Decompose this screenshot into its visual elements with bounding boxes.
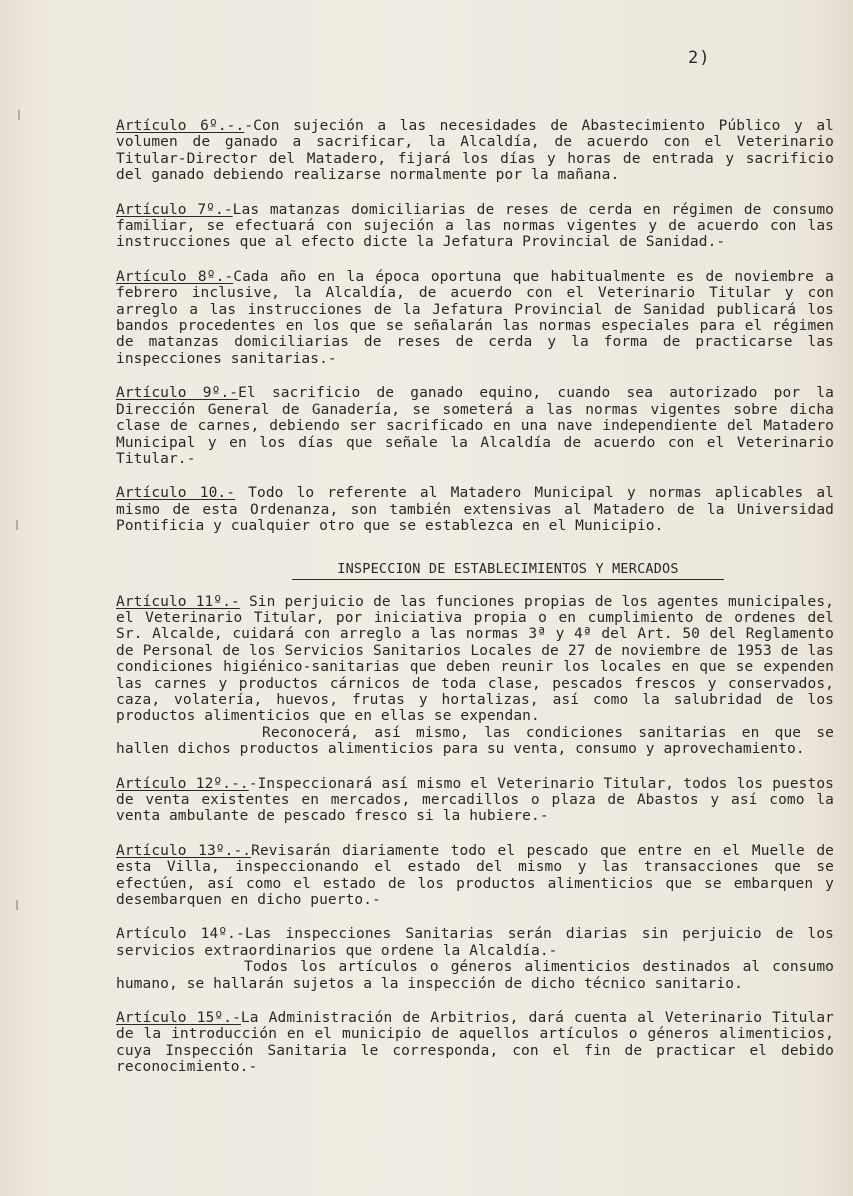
article-15 [116,1010,834,1076]
article-heading: Artículo 11º.- [116,593,240,610]
article-text: Sin perjuicio de las funciones propias de los agentes municipales, el Veterinario Titular, por iniciativa propia o en cumplimiento de ordenes del Sr. Alcalde, cuidará con arreglo a las normas 3ª y 4ª del Art. 50 del Reglamento de Personal de los Servicios Sanitarios Locales de 27 de noviembre de 1953 de las condiciones higiénico-sanitarias que deben reunir los locales en que se expenden las carnes y productos cárnicos de toda clase, pescados frescos y conservados, caza, volatería, huevos, frutas y hortalizas, así como la salubridad de los productos alimenticios que en ellas se expendan. [116,593,834,725]
article-text-continued: Todos los artículos o géneros alimenticios destinados al consumo humano, se hallarán sujetos a la inspección de dicho técnico sanitario. [116,959,834,992]
article-heading: Artículo 12º.-. [116,775,249,792]
article-heading: Artículo 6º.-. [116,118,245,134]
document-body [116,118,834,1094]
article-heading: Artículo 10.- [116,485,236,502]
article-14 [116,926,834,992]
article-9 [116,385,834,467]
article-8 [116,269,834,367]
article-heading: Artículo 14º.- [116,926,245,943]
edge-mark [16,520,18,530]
article-heading: Artículo 15º.- [116,1010,241,1027]
section-title: INSPECCION DE ESTABLECIMIENTOS Y MERCADOS [292,561,724,580]
article-text-continued: Reconocerá, así mismo, las condiciones sanitarias en que se hallen dichos productos alimenticios para su venta, consumo y aprovechamiento. [116,724,834,758]
article-text: Cada año en la época oportuna que habitualmente es de noviembre a febrero inclusive, la Alcaldía, de acuerdo con el Veterinario Titular y con arreglo a las instrucciones de la Jefatura Provincial de Sanidad publicará los bandos procedentes en los que se señalarán las normas especiales para el régimen de matanzas domiciliarias de reses de cerda y la forma de practicarse las inspecciones sanitarias.- [116,268,834,367]
article-heading: Artículo 8º.- [116,268,234,285]
article-11 [116,594,834,758]
article-text: El sacrificio de ganado equino, cuando sea autorizado por la Dirección General de Ganadería, se someterá a las normas vigentes sobre dicha clase de carnes, debiendo ser sacrificado en una nave independiente del Matadero Municipal y en los días que señale la Alcaldía de acuerdo con el Veterinario Titular.- [116,385,834,467]
article-heading: Artículo 9º.- [116,385,239,402]
article-13 [116,843,834,909]
article-12 [116,776,834,825]
article-7 [116,202,834,251]
article-heading: Artículo 7º.- [116,201,233,218]
article-text: Las inspecciones Sanitarias serán diarias sin perjuicio de los servicios extraordinarios que ordene la Alcaldía.- [116,926,834,959]
page-number: 2) [688,48,711,68]
article-text: Las matanzas domiciliarias de reses de cerda en régimen de consumo familiar, se efectuará con sujeción a las normas vigentes y de acuerdo con las instrucciones que al efecto dicte la Jefatura Provincial de Sanidad.- [116,201,834,251]
edge-mark [16,900,18,910]
article-6 [116,118,834,184]
article-text: -Inspeccionará así mismo el Veterinario Titular, todos los puestos de venta existentes en mercados, mercadillos o plaza de Abastos y así como la venta ambulante de pescado fresco si la hubiere.- [116,775,834,825]
article-text: La Administración de Arbitrios, dará cuenta al Veterinario Titular de la introducción en el municipio de aquellos artículos o géneros alimenticios, cuya Inspección Sanitaria le corresponda, con el fin de practicar el debido reconocimiento.- [116,1010,834,1076]
edge-mark [18,110,20,120]
article-text: -Con sujeción a las necesidades de Abastecimiento Público y al volumen de ganado a sacrificar, la Alcaldía, de acuerdo con el Veterinario Titular-Director del Matadero, fijará los días y horas de entrada y sacrificio del ganado debiendo realizarse normalmente por la mañana. [116,118,834,184]
article-text: Todo lo referente al Matadero Municipal y normas aplicables al mismo de esta Ordenanza, son también extensivas al Matadero de la Universidad Pontificia y cualquier otro que se establezca en el Municipio. [116,485,834,535]
article-text: Revisarán diariamente todo el pescado que entre en el Muelle de esta Villa, inspeccionando el estado del mismo y las transacciones que se efectúen, así como el estado de los productos alimenticios que se embarquen y desembarquen en dicho puerto.- [116,842,834,909]
article-10 [116,485,834,534]
article-heading: Artículo 13º.-. [116,842,252,859]
